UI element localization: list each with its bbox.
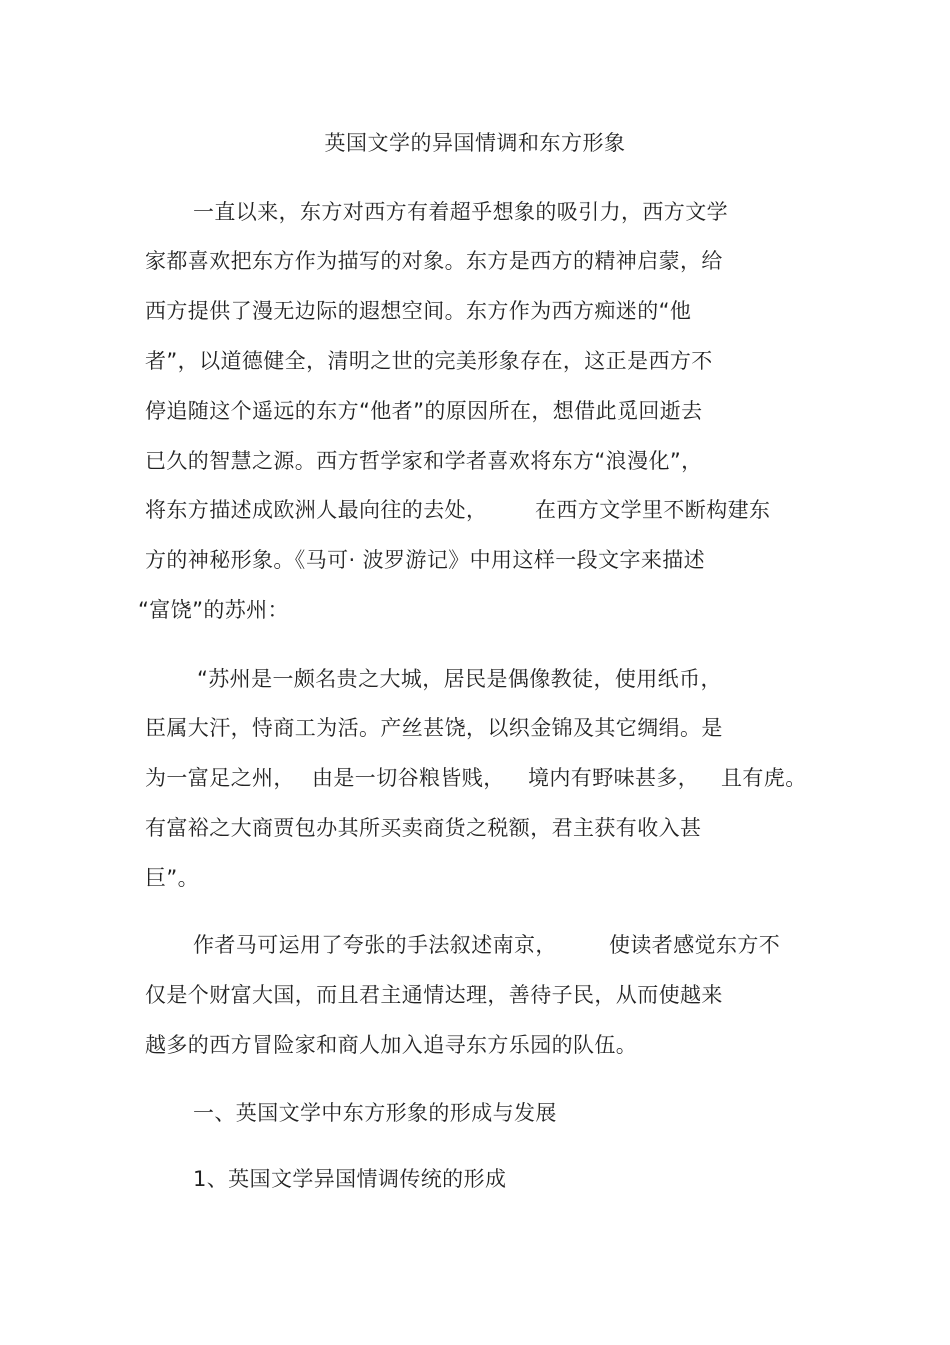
paragraph-line: “富饶”的苏州： — [138, 598, 289, 622]
paragraph-line: 已久的智慧之源。西方哲学家和学者喜欢将东方“浪漫化”， — [145, 449, 703, 473]
quote-line-segment: 为一富足之州， — [145, 766, 295, 790]
section-heading: 一、英国文学中东方形象的形成与发展 — [193, 1101, 557, 1125]
paragraph-line: 一直以来，东方对西方有着超乎想象的吸引力，西方文学 — [193, 200, 728, 224]
paragraph-line: 西方提供了漫无边际的遐想空间。东方作为西方痴迷的“他 — [145, 299, 692, 323]
quote-line: “苏州是一颇名贵之大城，居民是偶像教徒，使用纸币， — [197, 667, 722, 691]
paragraph-line: 仅是个财富大国，而且君主通情达理，善待子民，从而使越来 — [145, 983, 723, 1007]
quote-line-segment: 境内有野味甚多， — [528, 766, 700, 790]
quote-line-segment: 由是一切谷粮皆贱， — [312, 766, 505, 790]
quote-line: 有富裕之大商贾包办其所买卖商货之税额，君主获有收入甚 — [145, 816, 702, 840]
paragraph-line: 越多的西方冒险家和商人加入追寻东方乐园的队伍。 — [145, 1033, 638, 1057]
subsection-heading: 1、英国文学异国情调传统的形成 — [193, 1167, 507, 1191]
paragraph-line: 方的神秘形象。《马可· 波罗游记》中用这样一段文字来描述 — [145, 548, 706, 572]
paragraph-line: 停追随这个遥远的东方“他者”的原因所在，想借此觅回逝去 — [145, 399, 703, 423]
quote-line: 巨”。 — [145, 866, 200, 890]
paragraph-line: 家都喜欢把东方作为描写的对象。东方是西方的精神启蒙，给 — [145, 249, 723, 273]
paragraph-line-segment: 在西方文学里不断构建东 — [535, 498, 771, 522]
paragraph-line-segment: 使读者感觉东方不 — [609, 933, 781, 957]
document-title: 英国文学的异国情调和东方形象 — [324, 131, 626, 155]
quote-line: 臣属大汗，恃商工为活。产丝甚饶，以织金锦及其它绸绢。是 — [145, 716, 723, 740]
paragraph-line: 作者马可运用了夸张的手法叙述南京， — [193, 933, 557, 957]
paragraph-line: 者”，以道德健全，清明之世的完美形象存在，这正是西方不 — [145, 349, 713, 373]
quote-line-segment: 且有虎。 — [721, 766, 807, 790]
paragraph-line: 将东方描述成欧洲人最向往的去处， — [145, 498, 488, 522]
